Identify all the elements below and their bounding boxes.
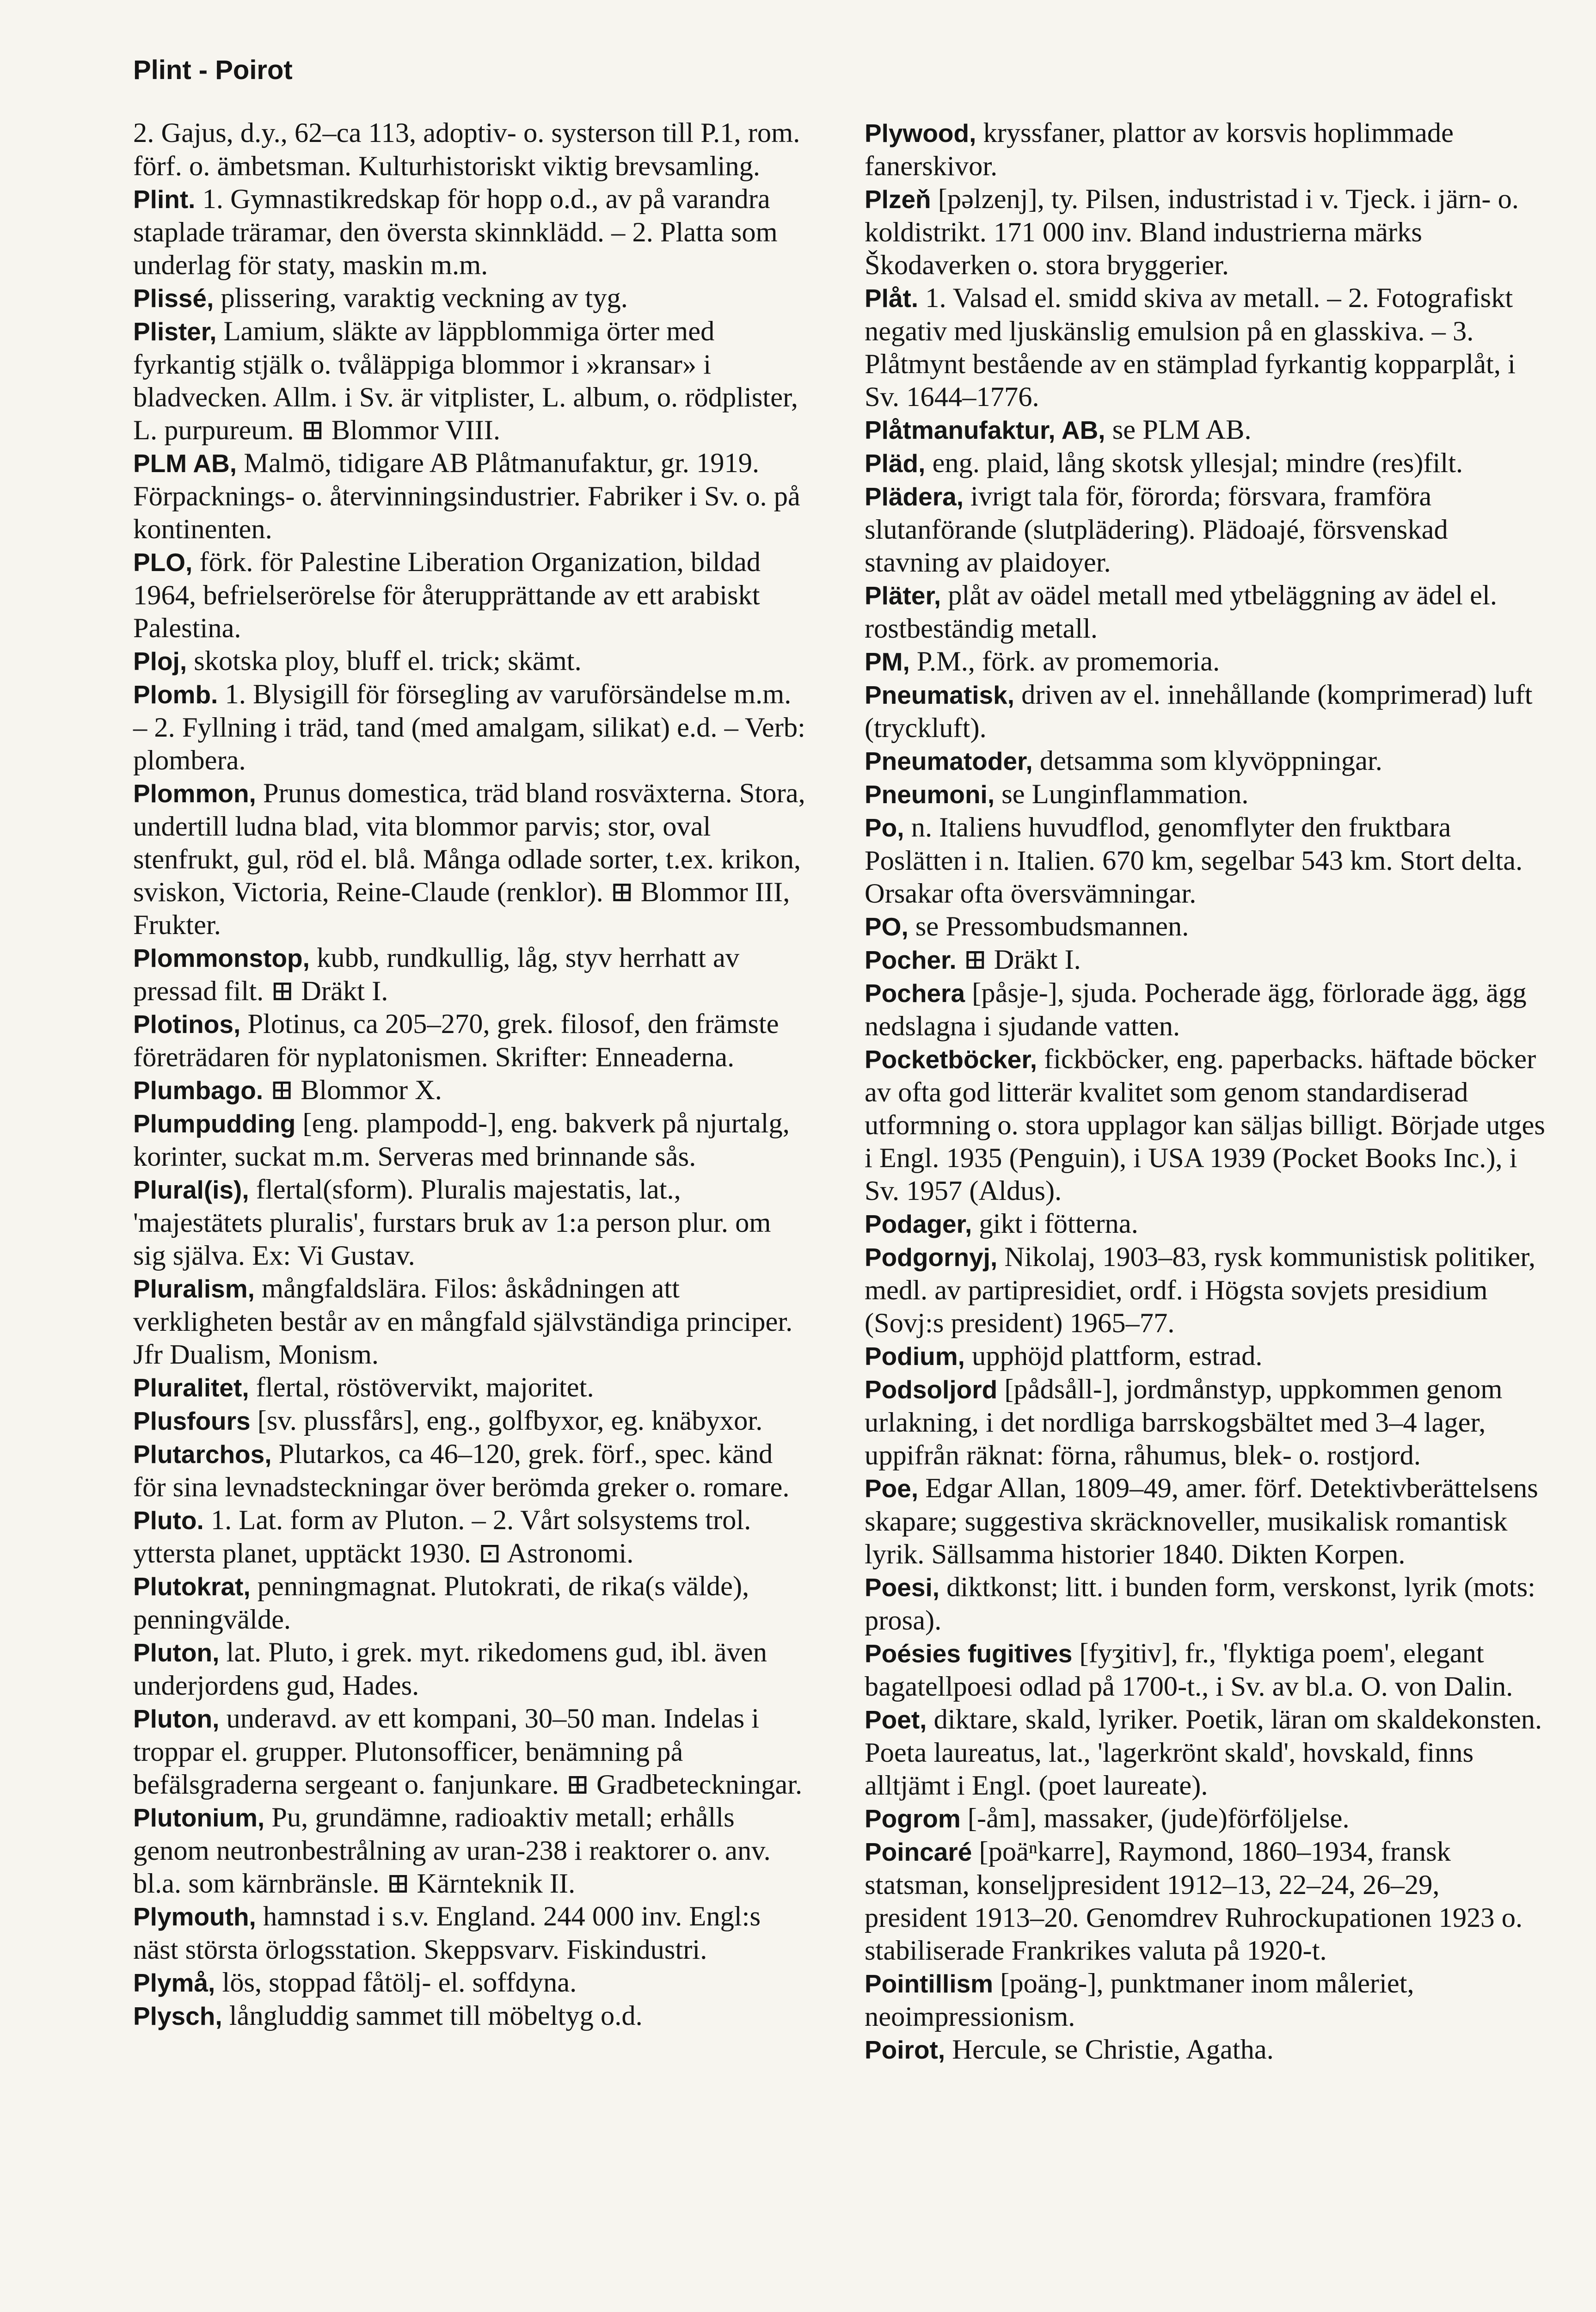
entry-text: eng. plaid, lång skotsk yllesjal; mindre (res)filt. [925, 448, 1463, 479]
dictionary-entry [133, 183, 806, 282]
entry-headword: Pluralitet, [133, 1373, 249, 1402]
dictionary-entry [865, 1835, 1549, 1967]
entry-headword: Poésies fugitives [865, 1639, 1073, 1668]
entry-text: [pəlzenj], ty. Pilsen, industristad i v. Tjeck. i järn- o. koldistrikt. 171 000 inv. Bland industrierna märks Škodaverken o. stora bryggerier. [865, 184, 1519, 281]
entry-text: [pådsåll-], jordmånstyp, uppkommen genom urlakning, i det nordliga barrskogsbältet med 3–4 lager, uppifrån räknat: förna, råhumus, blek- o. rostjord. [865, 1374, 1503, 1471]
entry-headword: Poesi, [865, 1573, 940, 1602]
entry-headword: Plommonstop, [133, 944, 310, 972]
entry-headword: Plusfours [133, 1407, 251, 1435]
entry-headword: Plåt. [865, 284, 919, 313]
entry-headword: Plzeň [865, 185, 931, 214]
dictionary-entry [865, 811, 1549, 910]
entry-text: fickböcker, eng. paperbacks. häftade böcker av ofta god litterär kvalitet som genom standardiserad utformning o. stora upplagor kan säljas billigt. Började utges i Engl. 1935 (Penguin), i USA 1939 (Pocket Books Inc.), i Sv. 1957 (Aldus). [865, 1044, 1545, 1206]
dictionary-entry [133, 315, 806, 447]
dictionary-entry [865, 1340, 1549, 1373]
dictionary-entry [133, 777, 806, 941]
left-column [133, 117, 806, 2033]
dictionary-entry [865, 645, 1549, 678]
entry-headword: Podager, [865, 1210, 972, 1238]
entry-headword: Poet, [865, 1705, 927, 1734]
dictionary-entry [133, 1272, 806, 1371]
entry-text: plåt av oädel metall med ytbeläggning av ädel el. rostbeständig metall. [865, 580, 1497, 644]
entry-headword: Plint. [133, 185, 196, 214]
entry-text: diktare, skald, lyriker. Poetik, läran om skaldekonsten. Poeta laureatus, lat., 'lagerkrönt skald', hovskald, finns alltjämt i Engl. (poet laureate). [865, 1704, 1542, 1801]
entry-headword: Pläd, [865, 449, 926, 478]
entry-text: Nikolaj, 1903–83, rysk kommunistisk politiker, medl. av partipresidiet, ordf. i Högsta sovjets presidium (Sovj:s president) 1965–77. [865, 1242, 1536, 1339]
dictionary-entry [865, 977, 1549, 1043]
entry-text: Edgar Allan, 1809–49, amer. förf. Detektivberättelsens skapare; suggestiva skräcknoveller, musikalisk romantisk lyrik. Sällsamma historier 1840. Dikten Korpen. [865, 1473, 1538, 1570]
dictionary-entry [865, 744, 1549, 778]
entry-text: driven av el. innehållande (komprimerad) luft (tryckluft). [865, 679, 1533, 744]
dictionary-entry [133, 1074, 806, 1107]
entry-headword: Podsoljord [865, 1375, 998, 1404]
entry-text: Pu, grundämne, radioaktiv metall; erhålls genom neutronbestrålning av uran-238 i reaktorer o. anv. bl.a. som kärnbränsle. ⊞ Kärnteknik II. [133, 1802, 771, 1899]
dictionary-entry [133, 941, 806, 1008]
entry-headword: Poincaré [865, 1838, 972, 1866]
entry-headword: Plissé, [133, 284, 214, 313]
dictionary-entry [133, 1966, 806, 1999]
entry-headword: PLO, [133, 548, 193, 577]
dictionary-entry [133, 1008, 806, 1074]
dictionary-entry [865, 1472, 1549, 1571]
entry-text: 1. Gymnastikredskap för hopp o.d., av på varandra staplade träramar, den översta skinnklädd. – 2. Platta som underlag för staty, maskin m.m. [133, 184, 778, 281]
entry-headword: Plymouth, [133, 1902, 256, 1931]
entry-text: Malmö, tidigare AB Plåtmanufaktur, gr. 1919. Förpacknings- o. återvinningsindustrier. Fabriker i Sv. o. på kontinenten. [133, 448, 800, 545]
entry-text: långluddig sammet till möbeltyg o.d. [222, 2000, 643, 2031]
entry-headword: Plutarchos, [133, 1440, 272, 1469]
entry-headword: Plister, [133, 317, 217, 346]
entry-text: gikt i fötterna. [972, 1208, 1138, 1239]
entry-text: ⊞ Dräkt I. [956, 944, 1081, 975]
entry-headword: Pluralism, [133, 1274, 255, 1303]
entry-headword: Ploj, [133, 647, 187, 676]
dictionary-entry [133, 645, 806, 678]
dictionary-entry [865, 1802, 1549, 1835]
dictionary-entry [133, 1570, 806, 1636]
dictionary-entry [865, 778, 1549, 811]
entry-headword: Pluton, [133, 1704, 220, 1733]
entry-headword: Pocher. [865, 946, 957, 974]
entry-text: förk. för Palestine Liberation Organization, bildad 1964, befrielserörelse för återupprättande av ett arabiskt Palestina. [133, 547, 761, 644]
entry-text: ⊞ Blommor X. [263, 1075, 442, 1106]
entry-headword: Pogrom [865, 1804, 961, 1833]
entry-text: Plutarkos, ca 46–120, grek. förf., spec. känd för sina levnadsteckningar över berömda greker o. romare. [133, 1439, 790, 1503]
dictionary-entry [865, 117, 1549, 183]
entry-headword: Plutonium, [133, 1803, 265, 1832]
entry-headword: Podium, [865, 1342, 965, 1371]
entry-headword: Plommon, [133, 779, 256, 808]
entry-headword: Pneumatisk, [865, 681, 1015, 709]
entry-headword: Plotinos, [133, 1010, 241, 1039]
entry-headword: Plumpudding [133, 1109, 296, 1138]
entry-headword: Podgornyj, [865, 1243, 998, 1272]
entry-headword: Pluton, [133, 1638, 220, 1667]
dictionary-entry [865, 579, 1549, 645]
entry-headword: Pneumoni, [865, 780, 995, 809]
dictionary-entry [865, 1241, 1549, 1340]
entry-headword: Plysch, [133, 2002, 222, 2030]
entry-text: 1. Valsad el. smidd skiva av metall. – 2. Fotografiskt negativ med ljuskänslig emulsion på en glasskiva. – 3. Plåtmynt bestående av en stämplad fyrkantig kopparplåt, i Sv. 1644–1776. [865, 283, 1516, 412]
entry-headword: Plumbago. [133, 1076, 264, 1105]
dictionary-entry [133, 1504, 806, 1570]
entry-text: [-åm], massaker, (jude)förföljelse. [960, 1803, 1350, 1834]
dictionary-entry [865, 1043, 1549, 1207]
dictionary-entry [133, 1702, 806, 1801]
entry-text: hamnstad i s.v. England. 244 000 inv. Engl:s näst största örlogsstation. Skeppsvarv. Fiskindustri. [133, 1901, 761, 1965]
dictionary-entry [133, 546, 806, 645]
entry-headword: Plural(is), [133, 1175, 249, 1204]
entry-text: flertal(sform). Pluralis majestatis, lat., 'majestätets pluralis', furstars bruk av 1:a person plur. om sig själva. Ex: Vi Gustav. [133, 1174, 771, 1271]
entry-headword: Plywood, [865, 119, 976, 148]
entry-text: [fyʒitiv], fr., 'flyktiga poem', elegant bagatellpoesi odlad på 1700-t., i Sv. av bl.a. O. von Dalin. [865, 1638, 1513, 1702]
page-header: Plint - Poirot [133, 55, 293, 85]
entry-text: [poäⁿkarre], Raymond, 1860–1934, fransk statsman, konseljpresident 1912–13, 22–24, 26–29, president 1913–20. Genomdrev Ruhrockupationen 1923 o. stabiliserade Frankrikes valuta på 1920-t. [865, 1836, 1523, 1966]
entry-headword: Plomb. [133, 680, 218, 709]
entry-text: [poäng-], punktmaner inom måleriet, neoimpressionism. [865, 1968, 1414, 2032]
dictionary-entry [133, 117, 806, 183]
entry-headword: Pochera [865, 979, 965, 1008]
entry-text: underavd. av ett kompani, 30–50 man. Indelas i troppar el. grupper. Plutonsofficer, benämning på befälsgraderna sergeant o. fanjunkare. ⊞ Gradbeteckningar. [133, 1703, 803, 1800]
dictionary-entry [865, 447, 1549, 480]
entry-headword: PO, [865, 912, 908, 941]
entry-text: Hercule, se Christie, Agatha. [945, 2034, 1274, 2065]
entry-headword: PLM AB, [133, 449, 237, 478]
entry-headword: Pointillism [865, 1969, 994, 1998]
dictionary-entry [865, 1207, 1549, 1241]
dictionary-entry [865, 1571, 1549, 1637]
dictionary-entry [133, 1801, 806, 1900]
right-column [865, 117, 1549, 2066]
entry-text: upphöjd plattform, estrad. [964, 1340, 1263, 1371]
entry-text: 1. Lat. form av Pluton. – 2. Vårt solsystems trol. yttersta planet, upptäckt 1930. ⊡ Astronomi. [133, 1505, 751, 1569]
dictionary-entry [133, 1173, 806, 1272]
entry-text: detsamma som klyvöppningar. [1032, 745, 1382, 776]
entry-headword: Pläter, [865, 581, 941, 610]
entry-text: n. Italiens huvudflod, genomflyter den fruktbara Poslätten i n. Italien. 670 km, segelbar 543 km. Stort delta. Orsakar ofta översvämningar. [865, 812, 1523, 909]
entry-text: se Lunginflammation. [994, 779, 1249, 810]
dictionary-entry [865, 943, 1549, 977]
entry-headword: Plutokrat, [133, 1572, 251, 1601]
entry-text: [eng. plampodd-], eng. bakverk på njurtalg, korinter, suckat m.m. Serveras med brinnande sås. [133, 1108, 790, 1172]
entry-text: kubb, rundkullig, låg, styv herrhatt av pressad filt. ⊞ Dräkt I. [133, 942, 740, 1007]
entry-text: flertal, röstövervikt, majoritet. [249, 1372, 594, 1403]
entry-text: 1. Blysigill för försegling av varuförsändelse m.m. – 2. Fyllning i träd, tand (med amalgam, silikat) e.d. – Verb: plombera. [133, 679, 805, 776]
dictionary-entry [865, 480, 1549, 579]
entry-headword: Po, [865, 813, 904, 842]
entry-text: diktkonst; litt. i bunden form, verskonst, lyrik (mots: prosa). [865, 1572, 1535, 1636]
dictionary-entry [865, 1703, 1549, 1802]
dictionary-entry [133, 1107, 806, 1173]
entry-headword: Pneumatoder, [865, 747, 1033, 775]
entry-headword: Poe, [865, 1474, 919, 1503]
dictionary-entry [865, 910, 1549, 943]
entry-text: 2. Gajus, d.y., 62–ca 113, adoptiv- o. systerson till P.1, rom. förf. o. ämbetsman. Kulturhistoriskt viktig brevsamling. [133, 117, 800, 182]
dictionary-entry [133, 1900, 806, 1966]
entry-text: Lamium, släkte av läppblommiga örter med fyrkantig stjälk o. tvåläppiga blommor i »kransar» i bladvecken. Allm. i Sv. är vitplister, L. album, o. rödplister, L. purpureum. ⊞ Blommor VIII. [133, 316, 798, 446]
entry-text: lat. Pluto, i grek. myt. rikedomens gud, ibl. även underjordens gud, Hades. [133, 1637, 767, 1701]
dictionary-entry [865, 183, 1549, 282]
entry-headword: Pluto. [133, 1506, 204, 1535]
dictionary-entry [865, 2033, 1549, 2066]
dictionary-entry [133, 1636, 806, 1702]
entry-text: se PLM AB. [1105, 414, 1252, 445]
entry-headword: Plädera, [865, 482, 964, 511]
dictionary-entry [133, 447, 806, 546]
entry-headword: Poirot, [865, 2035, 945, 2064]
dictionary-entry [133, 1438, 806, 1504]
dictionary-entry [133, 1371, 806, 1404]
entry-text: P.M., förk. av promemoria. [909, 646, 1220, 677]
dictionary-entry [865, 1637, 1549, 1703]
entry-text: plissering, varaktig veckning av tyg. [214, 283, 628, 314]
dictionary-entry [133, 1404, 806, 1438]
dictionary-entry [865, 282, 1549, 413]
entry-text: skotska ploy, bluff el. trick; skämt. [187, 646, 582, 676]
entry-text: Prunus domestica, träd bland rosväxterna. Stora, undertill ludna blad, vita blommor parvis; stor, oval stenfrukt, gul, röd el. blå. Många odlade sorter, t.ex. krikon, sviskon, Victoria, Reine-Claude (renklor). ⊞ Blommor III, Frukter. [133, 778, 805, 941]
dictionary-entry [133, 678, 806, 777]
entry-headword: Pocketböcker, [865, 1045, 1037, 1074]
entry-text: [påsje-], sjuda. Pocherade ägg, förlorade ägg, ägg nedslagna i sjudande vatten. [865, 978, 1527, 1042]
dictionary-entry [133, 1999, 806, 2033]
entry-headword: Plymå, [133, 1968, 215, 1997]
dictionary-entry [865, 1967, 1549, 2033]
entry-text: ivrigt tala för, förorda; försvara, framföra slutanförande (slutplädering). Plädoajé, försvenskad stavning av plaidoyer. [865, 481, 1448, 578]
dictionary-entry [865, 678, 1549, 744]
dictionary-entry [133, 282, 806, 315]
entry-headword: Plåtmanufaktur, AB, [865, 416, 1105, 444]
entry-text: mångfaldslära. Filos: åskådningen att verkligheten består av en mångfald självständiga principer. Jfr Dualism, Monism. [133, 1273, 793, 1370]
dictionary-entry [865, 413, 1549, 447]
dictionary-entry [865, 1373, 1549, 1472]
entry-text: se Pressombudsmannen. [908, 911, 1189, 942]
entry-text: kryssfaner, plattor av korsvis hoplimmade fanerskivor. [865, 117, 1454, 182]
entry-text: Plotinus, ca 205–270, grek. filosof, den främste företrädaren för nyplatonismen. Skrifter: Enneaderna. [133, 1008, 779, 1073]
entry-text: [sv. plussfårs], eng., golfbyxor, eg. knäbyxor. [250, 1405, 763, 1436]
entry-text: lös, stoppad fåtölj- el. soffdyna. [215, 1967, 577, 1998]
entry-headword: PM, [865, 647, 910, 676]
entry-text: penningmagnat. Plutokrati, de rika(s välde), penningvälde. [133, 1571, 749, 1635]
